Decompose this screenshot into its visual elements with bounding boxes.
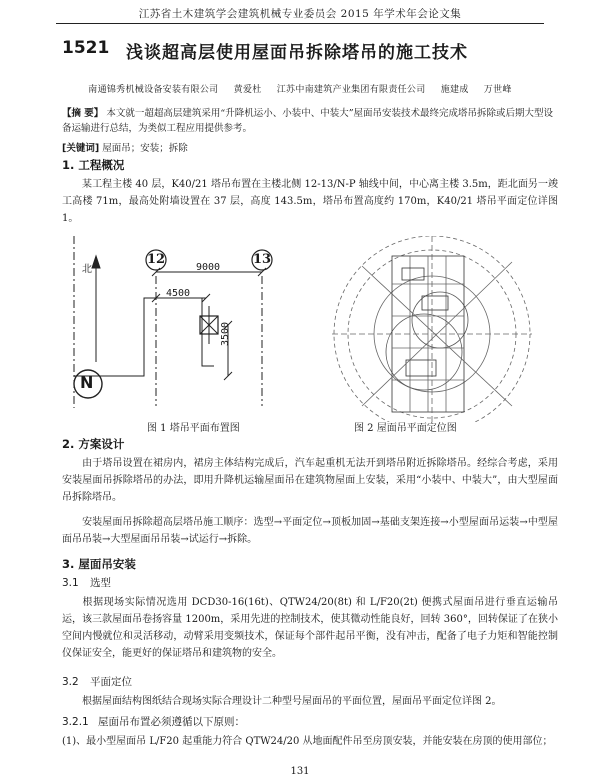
author-name-1: 黄爱杜	[233, 85, 262, 95]
page-number: 131	[290, 766, 310, 777]
axis-label-13: 13	[252, 252, 272, 267]
dimension-3500-label: 3500	[220, 321, 231, 346]
building-outline	[74, 298, 214, 376]
section-1-heading: 1. 工程概况	[62, 158, 125, 172]
title-row	[62, 38, 560, 63]
section-3-2-title: 平面定位	[90, 676, 132, 688]
figure-1-caption: 图 1 塔吊平面布置图	[147, 423, 240, 434]
author-name-2: 施建成	[440, 85, 469, 95]
author-affiliation-1: 南通锦秀机械设备安装有限公司	[88, 85, 219, 95]
author-name-3: 万世峰	[483, 85, 512, 95]
author-line	[0, 82, 600, 95]
section-3-2-heading	[62, 674, 132, 689]
section-3-2-1-paragraph	[62, 733, 558, 750]
section-2-paragraph-2	[62, 514, 558, 548]
section-3-2-1-text: (1)、最小型屋面吊 L/F20 起重能力符合 QTW24/20 从地面配件吊至房顶安装，并能安装在房顶的使用部位；	[62, 736, 553, 747]
figures	[62, 236, 562, 422]
section-2-text-2: 安装屋面吊拆除超高层塔吊施工顺序：选型→平面定位→顶板加固→基础支架连接→小型屋面吊运装→中型屋面吊吊装→大型屋面吊吊装→试运行→拆除。	[62, 517, 558, 545]
north-arrow-head	[92, 256, 100, 268]
paper-number: 1521	[62, 38, 110, 58]
paper-title: 浅谈超高层使用屋面吊拆除塔吊的施工技术	[126, 43, 468, 63]
section-3-1-title: 选型	[90, 577, 111, 589]
section-2-paragraph-1	[62, 455, 558, 506]
figure-2-drawing	[332, 236, 532, 422]
running-header: 江苏省土木建筑学会建筑机械专业委员会 2015 年学术年会论文集	[138, 8, 462, 20]
section-3-1-heading	[62, 575, 111, 590]
abstract	[62, 106, 556, 136]
section-3-2-text: 根据屋面结构图纸结合现场实际合理设计二种型号屋面吊的平面位置，屋面吊平面定位详图 2。	[82, 696, 502, 707]
abstract-label: 【摘 要】	[62, 108, 104, 119]
section-3-2-1-number: 3.2.1	[62, 716, 89, 728]
dimension-9000-label: 9000	[196, 262, 221, 273]
section-3-2-1-title: 屋面吊布置必须遵循以下原则：	[98, 716, 245, 728]
section-3-1-text: 根据现场实际情况选用 DCD30-16(16t)、QTW24/20(8t) 和 L/F20(2t) 便携式屋面吊进行垂直运输吊运，该三款屋面吊卷扬容量 1200m，采用先进的控制技术，使其微动性能良好，回转 360°，回转保证了在狭小空间内慢就位和灵活移动，动臂采用变频技术，保证每个部件起吊平衡，没有冲击，配备了电子力矩和智能控制仪保证安全，能更好的保证塔吊和建筑物的安全。	[62, 597, 558, 659]
author-affiliation-2: 江苏中南建筑产业集团有限责任公司	[276, 85, 426, 95]
section-2-heading: 2. 方案设计	[62, 437, 125, 451]
header-rule	[56, 23, 544, 24]
section-2-text-1: 由于塔吊设置在裙房内，裙房主体结构完成后，汽车起重机无法开到塔吊附近拆除塔吊。经综合考虑，采用安装屋面吊拆除塔吊的办法，即用升降机运输屋面吊在建筑物屋面上安装，采用“小装中、中装大”，由大型屋面吊拆除塔吊。	[62, 458, 558, 503]
section-3-1-paragraph	[62, 594, 558, 662]
keywords-text: 屋面吊；安装；拆除	[102, 143, 188, 154]
dimension-4500-label: 4500	[166, 288, 191, 299]
abstract-text: 本文就一超超高层建筑采用“升降机运小、小装中、中装大”屋面吊安装技术最终完成塔吊拆除或后期大型设备运输进行总结，为类似工程应用提供参考。	[62, 108, 554, 134]
figure-1-drawing	[62, 236, 562, 422]
north-label: 北	[82, 264, 92, 275]
keywords	[62, 140, 188, 154]
section-3-1-number: 3.1	[62, 577, 79, 589]
compass-letter: N	[80, 373, 94, 392]
section-3-2-paragraph	[62, 693, 558, 710]
keywords-label: [关键词]	[62, 143, 100, 154]
section-3-heading: 3. 屋面吊安装	[62, 557, 136, 571]
axis-label-12: 12	[146, 252, 166, 267]
figure-2-caption: 图 2 屋面吊平面定位图	[354, 423, 457, 434]
section-3-2-1-heading	[62, 714, 245, 729]
section-3-2-number: 3.2	[62, 676, 79, 688]
section-1-text: 某工程主楼 40 层，K40/21 塔吊布置在主楼北侧 12-13/N-P 轴线中间，中心离主楼 3.5m，距北面另一竣工高楼 71m，最高处附墙设置在 37 层，高度 143.5m，塔吊布置高度约 170m，K40/21 塔吊平面定位详图 1。	[62, 179, 558, 224]
section-1-paragraph	[62, 176, 558, 227]
